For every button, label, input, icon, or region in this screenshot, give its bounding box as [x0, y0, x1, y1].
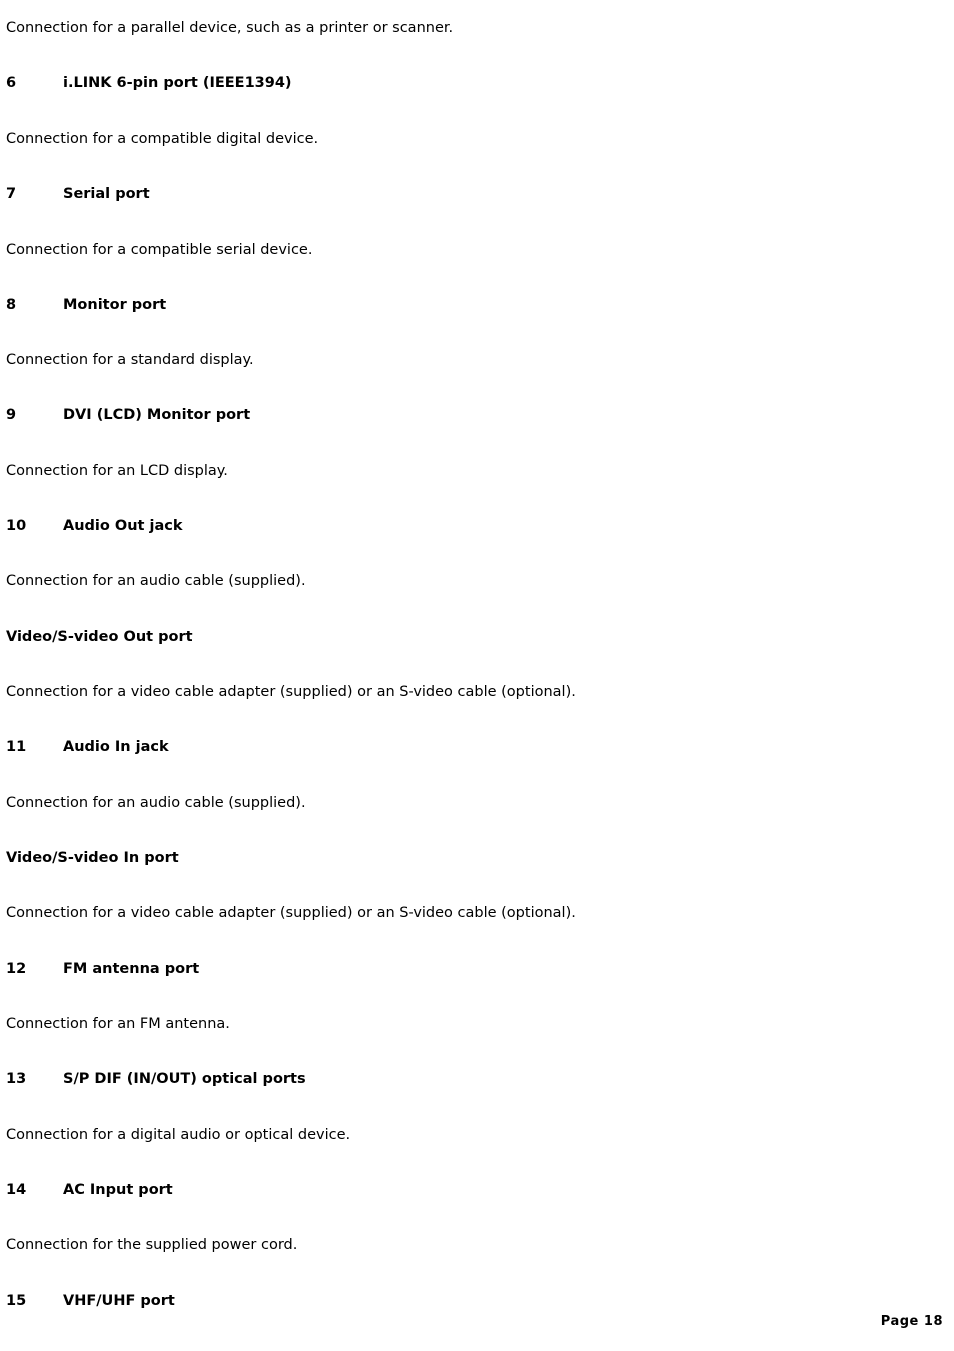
entry-heading — [6, 517, 183, 535]
entry-title: Serial port — [63, 186, 150, 202]
entry-description: Connection for a video cable adapter (supplied) or an S-video cable (optional). — [6, 905, 576, 921]
entry-heading — [6, 296, 166, 314]
entry-number: 9 — [6, 407, 17, 423]
entry-heading — [6, 1181, 173, 1199]
entry-description: Connection for an LCD display. — [6, 463, 228, 479]
entry-title: AC Input port — [63, 1182, 173, 1198]
entry-heading — [6, 1292, 175, 1310]
entry-heading — [6, 406, 250, 424]
entry-title: i.LINK 6-pin port (IEEE1394) — [63, 75, 292, 91]
entry-title: S/P DIF (IN/OUT) optical ports — [63, 1071, 306, 1087]
entry-description: Connection for a standard display. — [6, 352, 254, 368]
entry-description: Connection for the supplied power cord. — [6, 1237, 298, 1253]
entry-title: Video/S-video In port — [6, 850, 179, 866]
entry-title: FM antenna port — [63, 961, 200, 977]
entry-title: DVI (LCD) Monitor port — [63, 407, 251, 423]
entry-heading — [6, 849, 179, 867]
entry-title: Audio In jack — [63, 739, 169, 755]
entry-description: Connection for a compatible digital device. — [6, 131, 319, 147]
entry-description: Connection for a compatible serial device. — [6, 242, 313, 258]
entry-description: Connection for an audio cable (supplied). — [6, 795, 306, 811]
entry-title: VHF/UHF port — [63, 1293, 175, 1309]
entry-number: 11 — [6, 739, 27, 755]
entry-title: Video/S-video Out port — [6, 629, 193, 645]
entry-number: 15 — [6, 1293, 27, 1309]
page-number: Page 18 — [880, 1314, 943, 1329]
entry-number: 12 — [6, 961, 27, 977]
entry-heading — [6, 628, 193, 646]
entry-number: 8 — [6, 297, 17, 313]
entry-heading — [6, 185, 150, 203]
entry-number: 6 — [6, 75, 17, 91]
entry-number: 13 — [6, 1071, 27, 1087]
entry-heading — [6, 738, 169, 756]
entry-description: Connection for an audio cable (supplied). — [6, 573, 306, 589]
intro-paragraph: Connection for a parallel device, such as a printer or scanner. — [6, 20, 454, 36]
entry-heading — [6, 960, 199, 978]
entry-heading — [6, 1070, 306, 1088]
entry-heading — [6, 74, 292, 92]
entry-title: Audio Out jack — [63, 518, 183, 534]
entry-description: Connection for a digital audio or optical device. — [6, 1127, 351, 1143]
entry-number: 7 — [6, 186, 17, 202]
entry-description: Connection for a video cable adapter (supplied) or an S-video cable (optional). — [6, 684, 576, 700]
entry-number: 10 — [6, 518, 27, 534]
entry-description: Connection for an FM antenna. — [6, 1016, 230, 1032]
entry-title: Monitor port — [63, 297, 167, 313]
entry-number: 14 — [6, 1182, 27, 1198]
